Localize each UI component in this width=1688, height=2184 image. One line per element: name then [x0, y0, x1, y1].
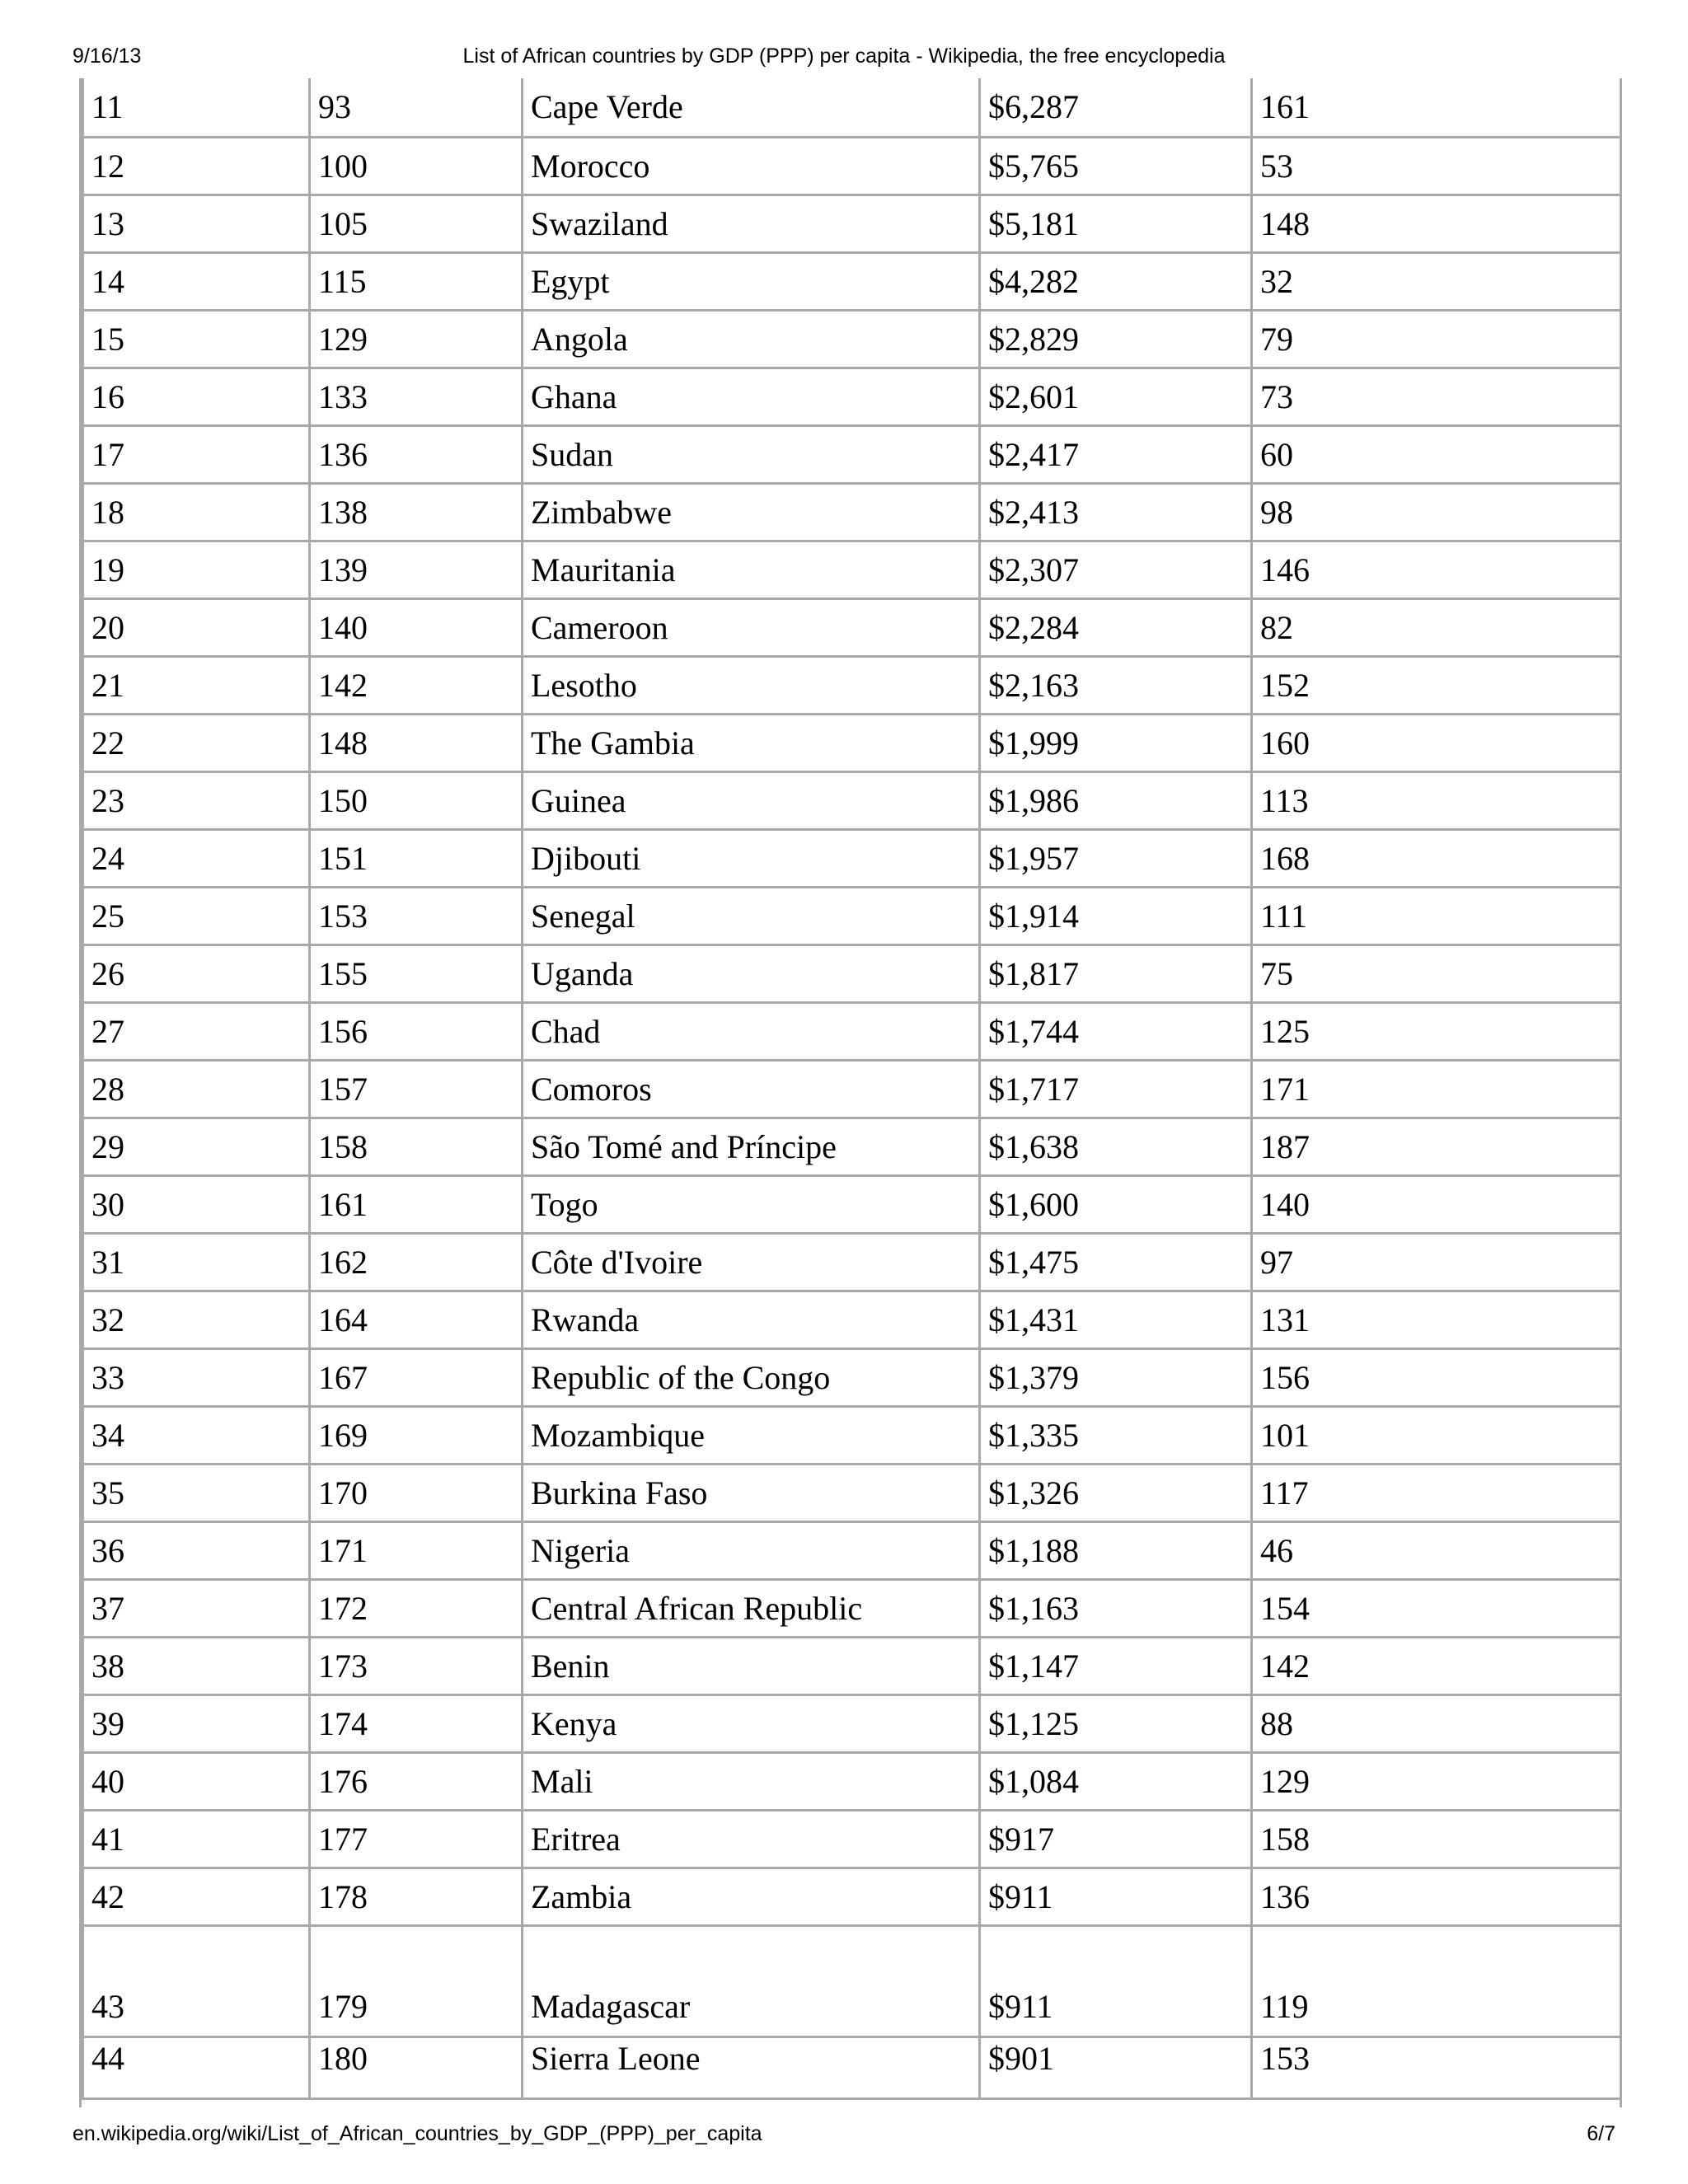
africa-rank-cell: 23 [83, 772, 310, 830]
hdi-rank-cell: 140 [1252, 1176, 1621, 1234]
country-cell: Angola [523, 311, 980, 368]
world-rank-cell: 172 [310, 1580, 523, 1638]
hdi-rank-cell: 88 [1252, 1695, 1621, 1753]
world-rank-cell: 133 [310, 368, 523, 426]
country-cell: Rwanda [523, 1291, 980, 1349]
hdi-rank-cell: 161 [1252, 78, 1621, 138]
hdi-rank-cell: 168 [1252, 830, 1621, 888]
world-rank-cell: 100 [310, 138, 523, 195]
page-number: 6/7 [1587, 2122, 1615, 2145]
hdi-rank-cell: 73 [1252, 368, 1621, 426]
gdp-ppp-per-capita-cell: $917 [980, 1811, 1252, 1868]
country-cell: Comoros [523, 1061, 980, 1118]
africa-rank-cell: 32 [83, 1291, 310, 1349]
world-rank-cell: 153 [310, 888, 523, 945]
hdi-rank-cell: 101 [1252, 1407, 1621, 1465]
hdi-rank-cell: 53 [1252, 138, 1621, 195]
country-cell: The Gambia [523, 715, 980, 772]
world-rank-cell: 157 [310, 1061, 523, 1118]
gdp-ppp-per-capita-cell: $2,284 [980, 599, 1252, 657]
table-row [83, 1003, 1621, 1061]
gdp-ppp-per-capita-cell: $2,163 [980, 657, 1252, 715]
africa-rank-cell: 25 [83, 888, 310, 945]
hdi-rank-cell: 158 [1252, 1811, 1621, 1868]
africa-rank-cell: 19 [83, 541, 310, 599]
gdp-ppp-per-capita-cell: $6,287 [980, 78, 1252, 138]
hdi-rank-cell: 131 [1252, 1291, 1621, 1349]
table-row [83, 484, 1621, 541]
africa-rank-cell: 40 [83, 1753, 310, 1811]
hdi-rank-cell: 60 [1252, 426, 1621, 484]
table-row [83, 2037, 1621, 2099]
table-row [83, 138, 1621, 195]
world-rank-cell: 180 [310, 2037, 523, 2099]
country-cell: Lesotho [523, 657, 980, 715]
table-row [83, 1061, 1621, 1118]
gdp-ppp-per-capita-cell: $4,282 [980, 253, 1252, 311]
africa-rank-cell: 31 [83, 1234, 310, 1291]
africa-rank-cell: 11 [83, 78, 310, 138]
table-row [83, 715, 1621, 772]
africa-rank-cell: 17 [83, 426, 310, 484]
world-rank-cell: 167 [310, 1349, 523, 1407]
table-row [83, 1926, 1621, 2037]
hdi-rank-cell: 153 [1252, 2037, 1621, 2099]
africa-rank-cell: 26 [83, 945, 310, 1003]
africa-rank-cell: 41 [83, 1811, 310, 1868]
gdp-ppp-per-capita-cell: $1,188 [980, 1522, 1252, 1580]
africa-rank-cell: 39 [83, 1695, 310, 1753]
hdi-rank-cell: 46 [1252, 1522, 1621, 1580]
gdp-ppp-per-capita-cell: $2,417 [980, 426, 1252, 484]
africa-rank-cell: 44 [83, 2037, 310, 2099]
world-rank-cell: 105 [310, 195, 523, 253]
world-rank-cell: 138 [310, 484, 523, 541]
hdi-rank-cell: 82 [1252, 599, 1621, 657]
table-row [83, 78, 1621, 138]
gdp-ppp-per-capita-cell: $911 [980, 1926, 1252, 2037]
country-cell: Ghana [523, 368, 980, 426]
table-row [83, 1695, 1621, 1753]
country-cell: São Tomé and Príncipe [523, 1118, 980, 1176]
africa-rank-cell: 30 [83, 1176, 310, 1234]
gdp-ppp-per-capita-cell: $1,326 [980, 1465, 1252, 1522]
world-rank-cell: 151 [310, 830, 523, 888]
country-cell: Republic of the Congo [523, 1349, 980, 1407]
country-cell: Chad [523, 1003, 980, 1061]
world-rank-cell: 150 [310, 772, 523, 830]
country-cell: Eritrea [523, 1811, 980, 1868]
world-rank-cell: 142 [310, 657, 523, 715]
table-row [83, 1638, 1621, 1695]
world-rank-cell: 161 [310, 1176, 523, 1234]
world-rank-cell: 158 [310, 1118, 523, 1176]
table-row [83, 1176, 1621, 1234]
country-cell: Mauritania [523, 541, 980, 599]
africa-rank-cell: 37 [83, 1580, 310, 1638]
world-rank-cell: 173 [310, 1638, 523, 1695]
gdp-ppp-per-capita-cell: $1,600 [980, 1176, 1252, 1234]
table-row [83, 1465, 1621, 1522]
hdi-rank-cell: 148 [1252, 195, 1621, 253]
hdi-rank-cell: 79 [1252, 311, 1621, 368]
africa-rank-cell: 36 [83, 1522, 310, 1580]
world-rank-cell: 115 [310, 253, 523, 311]
world-rank-cell: 179 [310, 1926, 523, 2037]
country-cell: Swaziland [523, 195, 980, 253]
table-row [83, 1349, 1621, 1407]
country-cell: Senegal [523, 888, 980, 945]
africa-rank-cell: 20 [83, 599, 310, 657]
table-row [83, 1580, 1621, 1638]
hdi-rank-cell: 119 [1252, 1926, 1621, 2037]
gdp-ppp-per-capita-cell: $1,744 [980, 1003, 1252, 1061]
world-rank-cell: 93 [310, 78, 523, 138]
country-cell: Benin [523, 1638, 980, 1695]
country-cell: Nigeria [523, 1522, 980, 1580]
country-cell: Sierra Leone [523, 2037, 980, 2099]
gdp-ppp-per-capita-cell: $2,307 [980, 541, 1252, 599]
country-cell: Morocco [523, 138, 980, 195]
hdi-rank-cell: 154 [1252, 1580, 1621, 1638]
table-row [83, 830, 1621, 888]
gdp-ppp-per-capita-cell: $1,335 [980, 1407, 1252, 1465]
gdp-ppp-per-capita-cell: $2,413 [980, 484, 1252, 541]
africa-rank-cell: 33 [83, 1349, 310, 1407]
country-cell: Togo [523, 1176, 980, 1234]
gdp-ppp-per-capita-cell: $1,957 [980, 830, 1252, 888]
table-row [83, 1407, 1621, 1465]
world-rank-cell: 129 [310, 311, 523, 368]
africa-rank-cell: 35 [83, 1465, 310, 1522]
gdp-ppp-per-capita-cell: $901 [980, 2037, 1252, 2099]
world-rank-cell: 162 [310, 1234, 523, 1291]
hdi-rank-cell: 187 [1252, 1118, 1621, 1176]
country-cell: Kenya [523, 1695, 980, 1753]
africa-rank-cell: 28 [83, 1061, 310, 1118]
hdi-rank-cell: 97 [1252, 1234, 1621, 1291]
print-footer [0, 2119, 1688, 2149]
world-rank-cell: 174 [310, 1695, 523, 1753]
gdp-ppp-per-capita-cell: $1,475 [980, 1234, 1252, 1291]
gdp-ppp-per-capita-cell: $1,147 [980, 1638, 1252, 1695]
africa-rank-cell: 24 [83, 830, 310, 888]
country-cell: Mali [523, 1753, 980, 1811]
world-rank-cell: 155 [310, 945, 523, 1003]
gdp-table [82, 78, 1622, 2100]
gdp-ppp-per-capita-cell: $1,717 [980, 1061, 1252, 1118]
world-rank-cell: 136 [310, 426, 523, 484]
table-row [83, 888, 1621, 945]
world-rank-cell: 164 [310, 1291, 523, 1349]
table-row [83, 772, 1621, 830]
hdi-rank-cell: 75 [1252, 945, 1621, 1003]
africa-rank-cell: 43 [83, 1926, 310, 2037]
page-title: List of African countries by GDP (PPP) per capita - Wikipedia, the free encyclopedia [462, 45, 1226, 68]
country-cell: Zambia [523, 1868, 980, 1926]
country-cell: Cameroon [523, 599, 980, 657]
table-row [83, 368, 1621, 426]
africa-rank-cell: 21 [83, 657, 310, 715]
hdi-rank-cell: 113 [1252, 772, 1621, 830]
africa-rank-cell: 22 [83, 715, 310, 772]
hdi-rank-cell: 136 [1252, 1868, 1621, 1926]
table-row [83, 1234, 1621, 1291]
hdi-rank-cell: 117 [1252, 1465, 1621, 1522]
hdi-rank-cell: 171 [1252, 1061, 1621, 1118]
world-rank-cell: 171 [310, 1522, 523, 1580]
country-cell: Sudan [523, 426, 980, 484]
hdi-rank-cell: 125 [1252, 1003, 1621, 1061]
gdp-ppp-per-capita-cell: $911 [980, 1868, 1252, 1926]
africa-rank-cell: 34 [83, 1407, 310, 1465]
africa-rank-cell: 18 [83, 484, 310, 541]
hdi-rank-cell: 142 [1252, 1638, 1621, 1695]
table-row [83, 195, 1621, 253]
country-cell: Cape Verde [523, 78, 980, 138]
table-row [83, 1753, 1621, 1811]
africa-rank-cell: 12 [83, 138, 310, 195]
table-row [83, 1522, 1621, 1580]
gdp-ppp-per-capita-cell: $2,601 [980, 368, 1252, 426]
world-rank-cell: 170 [310, 1465, 523, 1522]
country-cell: Djibouti [523, 830, 980, 888]
print-header [0, 41, 1688, 71]
gdp-table-body [83, 78, 1621, 2099]
africa-rank-cell: 42 [83, 1868, 310, 1926]
hdi-rank-cell: 129 [1252, 1753, 1621, 1811]
table-row [83, 1118, 1621, 1176]
gdp-ppp-per-capita-cell: $1,084 [980, 1753, 1252, 1811]
country-cell: Central African Republic [523, 1580, 980, 1638]
africa-rank-cell: 15 [83, 311, 310, 368]
africa-rank-cell: 13 [83, 195, 310, 253]
table-row [83, 311, 1621, 368]
gdp-ppp-per-capita-cell: $1,914 [980, 888, 1252, 945]
gdp-ppp-per-capita-cell: $1,125 [980, 1695, 1252, 1753]
hdi-rank-cell: 98 [1252, 484, 1621, 541]
country-cell: Egypt [523, 253, 980, 311]
table-row [83, 1868, 1621, 1926]
hdi-rank-cell: 160 [1252, 715, 1621, 772]
country-cell: Guinea [523, 772, 980, 830]
gdp-table-container [79, 78, 1622, 2107]
country-cell: Madagascar [523, 1926, 980, 2037]
hdi-rank-cell: 156 [1252, 1349, 1621, 1407]
africa-rank-cell: 16 [83, 368, 310, 426]
country-cell: Côte d'Ivoire [523, 1234, 980, 1291]
hdi-rank-cell: 111 [1252, 888, 1621, 945]
table-row [83, 1811, 1621, 1868]
country-cell: Mozambique [523, 1407, 980, 1465]
world-rank-cell: 169 [310, 1407, 523, 1465]
africa-rank-cell: 38 [83, 1638, 310, 1695]
gdp-ppp-per-capita-cell: $1,638 [980, 1118, 1252, 1176]
world-rank-cell: 156 [310, 1003, 523, 1061]
table-row [83, 426, 1621, 484]
world-rank-cell: 178 [310, 1868, 523, 1926]
country-cell: Uganda [523, 945, 980, 1003]
hdi-rank-cell: 152 [1252, 657, 1621, 715]
africa-rank-cell: 27 [83, 1003, 310, 1061]
gdp-ppp-per-capita-cell: $1,999 [980, 715, 1252, 772]
gdp-ppp-per-capita-cell: $1,379 [980, 1349, 1252, 1407]
world-rank-cell: 148 [310, 715, 523, 772]
table-row [83, 657, 1621, 715]
gdp-ppp-per-capita-cell: $5,765 [980, 138, 1252, 195]
print-date: 9/16/13 [73, 45, 142, 68]
world-rank-cell: 140 [310, 599, 523, 657]
gdp-ppp-per-capita-cell: $2,829 [980, 311, 1252, 368]
page-url: en.wikipedia.org/wiki/List_of_African_countries_by_GDP_(PPP)_per_capita [73, 2122, 762, 2145]
gdp-ppp-per-capita-cell: $1,817 [980, 945, 1252, 1003]
gdp-ppp-per-capita-cell: $5,181 [980, 195, 1252, 253]
country-cell: Burkina Faso [523, 1465, 980, 1522]
world-rank-cell: 177 [310, 1811, 523, 1868]
country-cell: Zimbabwe [523, 484, 980, 541]
table-row [83, 541, 1621, 599]
africa-rank-cell: 14 [83, 253, 310, 311]
world-rank-cell: 176 [310, 1753, 523, 1811]
table-row [83, 1291, 1621, 1349]
gdp-ppp-per-capita-cell: $1,986 [980, 772, 1252, 830]
table-row [83, 253, 1621, 311]
world-rank-cell: 139 [310, 541, 523, 599]
hdi-rank-cell: 146 [1252, 541, 1621, 599]
table-row [83, 599, 1621, 657]
gdp-ppp-per-capita-cell: $1,431 [980, 1291, 1252, 1349]
hdi-rank-cell: 32 [1252, 253, 1621, 311]
africa-rank-cell: 29 [83, 1118, 310, 1176]
table-row [83, 945, 1621, 1003]
gdp-ppp-per-capita-cell: $1,163 [980, 1580, 1252, 1638]
